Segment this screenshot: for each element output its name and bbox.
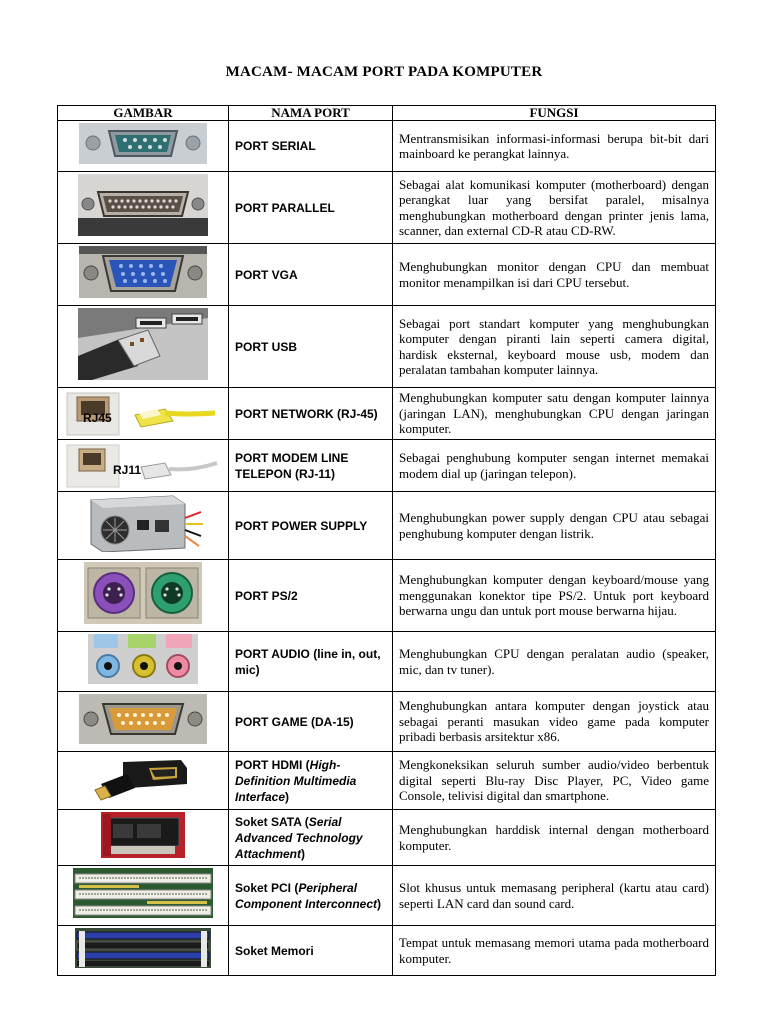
image-cell (58, 172, 229, 244)
port-name-suffix: ) (285, 789, 290, 804)
port-name: Soket Memori (229, 926, 393, 976)
hdmi-port-photo (93, 754, 193, 807)
port-name-prefix: Soket PCI ( (235, 880, 299, 895)
rj11-port-photo (65, 443, 221, 489)
header-nama-port: NAMA PORT (229, 106, 393, 121)
table-row (58, 810, 716, 866)
table-row (58, 388, 716, 440)
port-function: Menghubungkan harddisk internal dengan motherboard komputer. (393, 810, 716, 866)
image-cell (58, 388, 229, 440)
image-cell (58, 692, 229, 752)
port-name-suffix: ) (301, 846, 306, 861)
image-cell (58, 866, 229, 926)
table-row (58, 692, 716, 752)
port-name: PORT PS/2 (229, 560, 393, 632)
port-name-expansion: Peripheral Component Interconnect (235, 880, 378, 911)
table-row (58, 440, 716, 492)
port-function: Menghubungkan komputer dengan keyboard/mouse yang menggunakan konektor tipe PS/2. Untuk port keyboard berwarna ungu dan untuk port mouse berwarna hijau. (393, 560, 716, 632)
port-name: PORT USB (229, 306, 393, 388)
serial-port-photo (79, 123, 207, 169)
table-header-row (58, 106, 716, 121)
audio-port-photo (88, 634, 198, 689)
table-row (58, 121, 716, 172)
port-name: PORT PARALLEL (229, 172, 393, 244)
port-name: PORT MODEM LINE TELEPON (RJ-11) (229, 440, 393, 492)
image-cell (58, 121, 229, 172)
port-name: PORT NETWORK (RJ-45) (229, 388, 393, 440)
parallel-port-photo (78, 174, 208, 241)
port-name: PORT AUDIO (line in, out, mic) (229, 632, 393, 692)
rj11-label: RJ11 (113, 462, 142, 477)
port-function: Sebagai penghubung komputer sengan internet memakai modem dial up (jaringan telepon). (393, 440, 716, 492)
vga-port-photo (79, 246, 207, 303)
image-cell (58, 440, 229, 492)
table-row (58, 926, 716, 976)
rj45-port-photo (65, 391, 221, 437)
port-name-expansion: Serial Advanced Technology Attachment (235, 814, 363, 861)
port-name-suffix: ) (377, 896, 382, 911)
game-port-photo (79, 694, 207, 749)
usb-port-photo (78, 308, 208, 385)
table-row (58, 492, 716, 560)
table-row (58, 752, 716, 810)
port-name (229, 752, 393, 810)
image-cell (58, 560, 229, 632)
port-name-prefix: Soket SATA ( (235, 814, 309, 829)
port-name: PORT POWER SUPPLY (229, 492, 393, 560)
port-name (229, 810, 393, 866)
power-supply-photo (81, 494, 205, 557)
port-function: Tempat untuk memasang memori utama pada motherboard komputer. (393, 926, 716, 976)
port-function: Menghubungkan komputer satu dengan komputer lainnya (jaringan LAN), menghubungkan CPU dengan jaringan komputer. (393, 388, 716, 440)
port-function: Menghubungkan monitor dengan CPU dan membuat monitor menampilkan isi dari CPU tersebut. (393, 244, 716, 306)
table-row (58, 244, 716, 306)
image-cell (58, 244, 229, 306)
table-row (58, 306, 716, 388)
image-cell (58, 632, 229, 692)
memory-slot-photo (75, 928, 211, 973)
port-name-prefix: PORT HDMI ( (235, 757, 310, 772)
port-function: Menghubungkan CPU dengan peralatan audio (speaker, mic, dan tv tuner). (393, 632, 716, 692)
table-row (58, 172, 716, 244)
image-cell (58, 306, 229, 388)
header-fungsi: FUNGSI (393, 106, 716, 121)
port-function: Menghubungkan antara komputer dengan joystick atau sebagai peranti masukan video game pada komputer pribadi berbasis arsitektur x86. (393, 692, 716, 752)
image-cell (58, 752, 229, 810)
table-row (58, 560, 716, 632)
rj45-label: RJ45 (83, 410, 112, 425)
header-gambar: GAMBAR (58, 106, 229, 121)
port-name: PORT SERIAL (229, 121, 393, 172)
table-row (58, 632, 716, 692)
port-function: Mengkoneksikan seluruh sumber audio/video berbentuk digital seperti Blu-ray Disc Player, PC, Video game Console, telivisi digital dan smartphone. (393, 752, 716, 810)
image-cell (58, 810, 229, 866)
image-cell (58, 492, 229, 560)
port-function: Slot khusus untuk memasang peripheral (kartu atau card) seperti LAN card dan sound card. (393, 866, 716, 926)
pci-slot-photo (73, 868, 213, 923)
port-function: Mentransmisikan informasi-informasi berupa bit-bit dari mainboard ke perangkat lainnya. (393, 121, 716, 172)
ps2-port-photo (84, 562, 202, 629)
document-title: MACAM- MACAM PORT PADA KOMPUTER (225, 64, 543, 80)
image-cell (58, 926, 229, 976)
table-row (58, 866, 716, 926)
port-function: Sebagai alat komunikasi komputer (motherboard) dengan perangkat luar yang bersifat paralel, misalnya menghubungkan motherboard dengan printer jenis lama, scanner, dan external CD-R atau CD-RW. (393, 172, 716, 244)
port-name: PORT VGA (229, 244, 393, 306)
port-function: Menghubungkan power supply dengan CPU atau sebagai penghubung komputer dengan listrik. (393, 492, 716, 560)
port-function: Sebagai port standart komputer yang menghubungkan komputer dengan piranti lain seperti camera digital, hardisk eksternal, keyboard mouse usb, modem dan peralatan tambahan komputer lainnya. (393, 306, 716, 388)
port-name-expansion: High-Definition Multimedia Interface (235, 757, 357, 804)
port-name (229, 866, 393, 926)
sata-socket-photo (101, 812, 185, 863)
ports-table (57, 105, 716, 976)
port-name: PORT GAME (DA-15) (229, 692, 393, 752)
